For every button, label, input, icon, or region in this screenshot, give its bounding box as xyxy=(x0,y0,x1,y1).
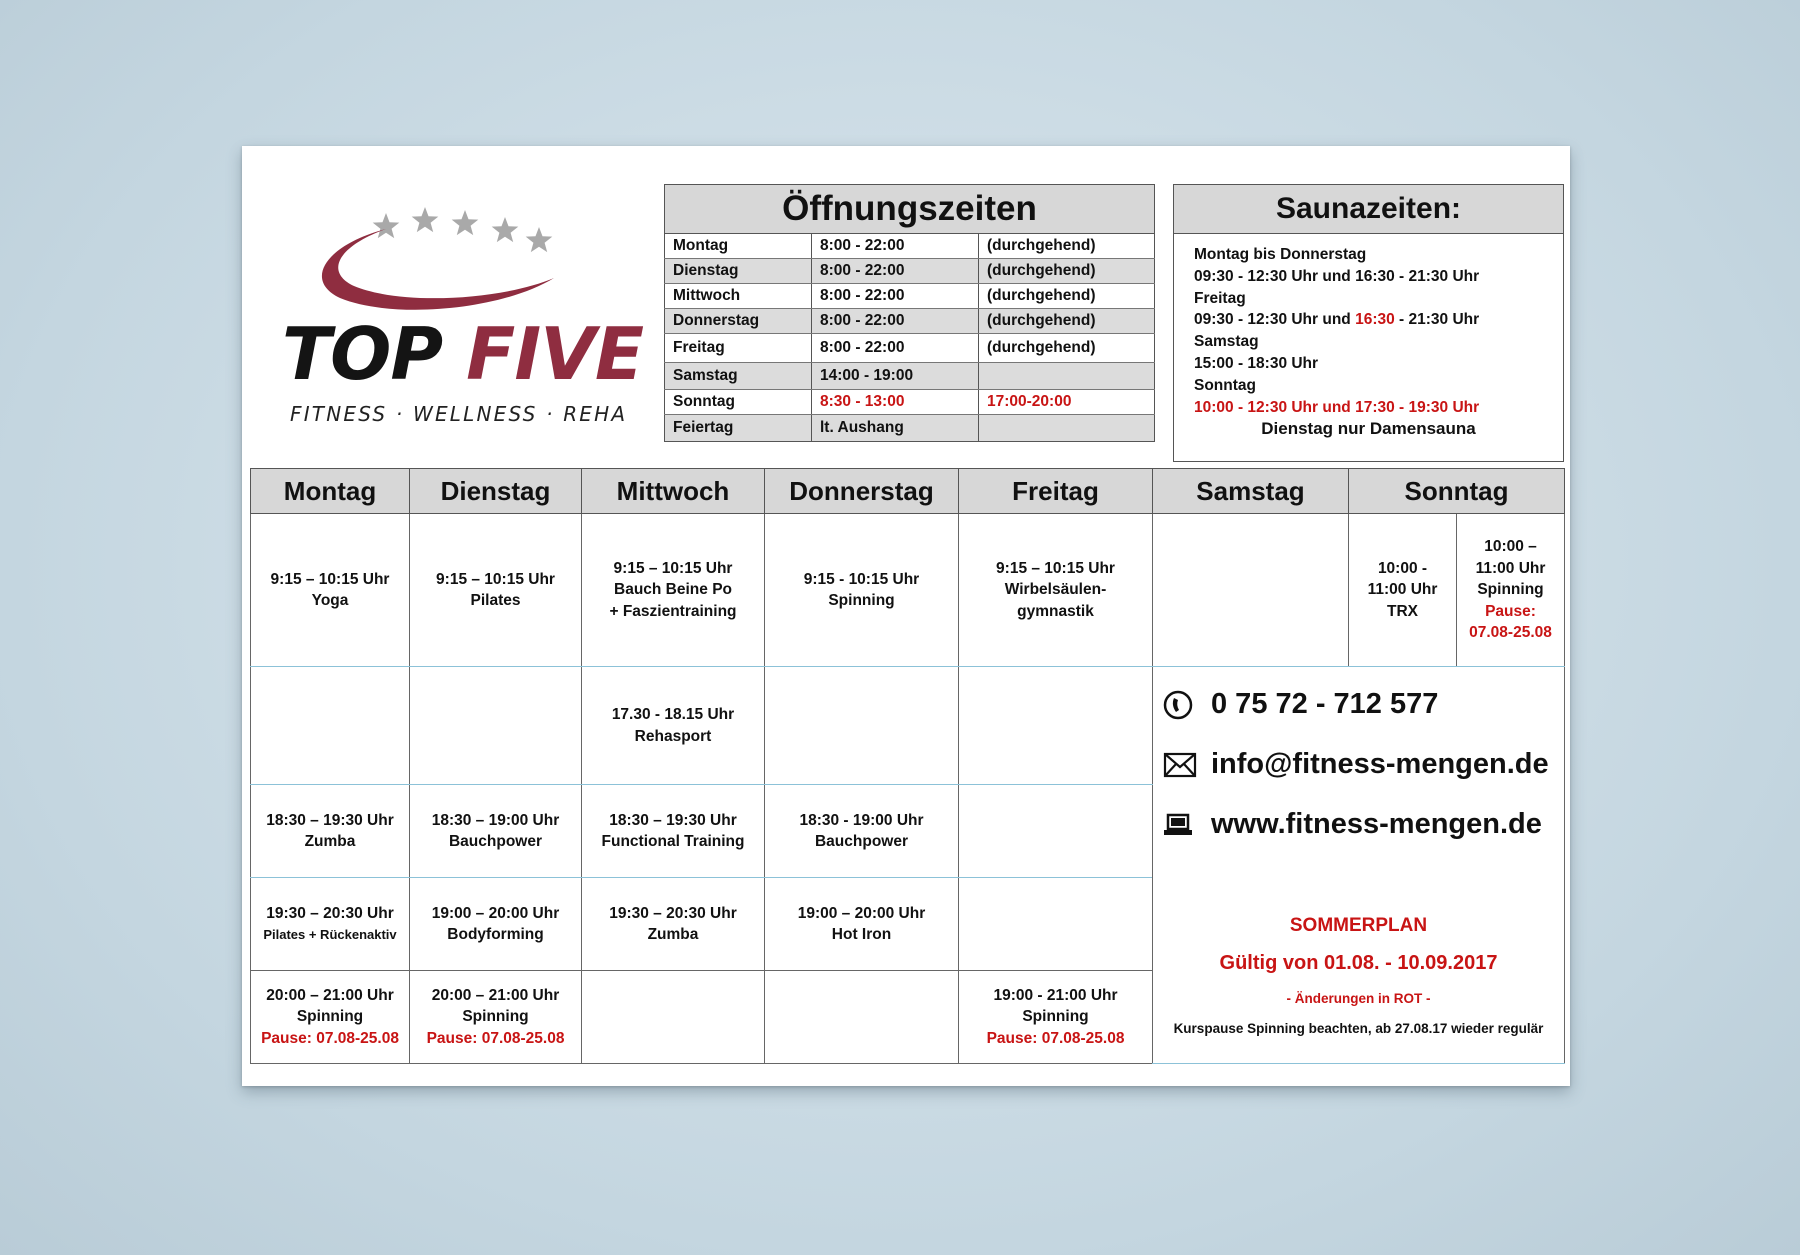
course-time: 19:00 – 20:00 Uhr xyxy=(797,904,926,922)
email-address[interactable]: info@fitness-mengen.de xyxy=(1211,748,1549,781)
opening-day: Feiertag xyxy=(665,415,812,442)
course-time: 19:30 – 20:30 Uhr xyxy=(266,904,394,922)
sauna-line: Montag bis Donnerstag xyxy=(1194,246,1367,263)
day-header: Montag xyxy=(251,469,410,514)
sauna-line: Samstag xyxy=(1194,333,1259,351)
email-line xyxy=(1153,735,1564,795)
opening-day: Sonntag xyxy=(665,390,812,415)
opening-time: lt. Aushang xyxy=(812,415,979,442)
schedule-row xyxy=(251,667,1565,785)
course-cell xyxy=(765,514,959,667)
course-time: 9:15 – 10:15 Uhr xyxy=(613,559,733,577)
opening-time: 8:00 - 22:00 xyxy=(812,334,979,363)
course-name: Functional Training xyxy=(601,833,745,850)
course-cell xyxy=(959,971,1153,1064)
course-name: Bauch Beine Po xyxy=(614,581,732,599)
opening-day: Donnerstag xyxy=(665,309,812,334)
sauna-line-part: 09:30 - 12:30 Uhr und xyxy=(1194,311,1356,329)
opening-row xyxy=(665,234,1155,259)
course-cell xyxy=(765,878,959,971)
day-header: Donnerstag xyxy=(765,469,959,514)
plan-validity: Gültig von 01.08. - 10.09.2017 xyxy=(1219,951,1498,974)
course-time: 9:15 - 10:15 Uhr xyxy=(803,570,920,588)
course-time: 20:00 – 21:00 Uhr xyxy=(431,986,560,1004)
star-icon xyxy=(492,217,519,242)
course-pause: Pause: 07.08-25.08 xyxy=(426,1029,565,1047)
course-name: + Faszientraining xyxy=(609,602,737,620)
course-name: Pilates + Rückenaktiv xyxy=(263,927,397,942)
course-time: 18:30 – 19:30 Uhr xyxy=(266,811,394,829)
laptop-icon xyxy=(1163,809,1203,841)
brand-name xyxy=(282,312,644,396)
opening-time: 14:00 - 19:00 xyxy=(812,363,979,390)
opening-note: (durchgehend) xyxy=(979,234,1155,259)
course-name: Spinning xyxy=(296,1008,364,1026)
course-cell-empty xyxy=(959,785,1153,878)
course-cell xyxy=(410,878,582,971)
course-name: Zumba xyxy=(304,833,356,850)
opening-note xyxy=(979,415,1155,442)
course-time: 9:15 – 10:15 Uhr xyxy=(270,570,390,588)
opening-row xyxy=(665,415,1155,442)
course-cell-empty xyxy=(959,878,1153,971)
course-time: 11:00 Uhr xyxy=(1367,581,1438,599)
course-cell xyxy=(410,514,582,667)
opening-row xyxy=(665,284,1155,309)
course-name: Bodyforming xyxy=(447,926,544,943)
phone-line xyxy=(1153,675,1564,735)
opening-note xyxy=(979,363,1155,390)
brand-tagline: FITNESS · WELLNESS · REHA xyxy=(290,402,628,426)
plan-title: SOMMERPLAN xyxy=(1289,915,1428,936)
sauna-line: 15:00 - 18:30 Uhr xyxy=(1194,354,1319,372)
web-line xyxy=(1153,795,1564,855)
day-header: Dienstag xyxy=(410,469,582,514)
contact-panel xyxy=(1153,667,1565,1064)
course-name: Pilates xyxy=(470,592,521,609)
sauna-hours-body xyxy=(1174,234,1563,440)
swoosh-icon xyxy=(322,229,554,310)
star-icon xyxy=(412,207,439,232)
opening-note: (durchgehend) xyxy=(979,309,1155,334)
opening-day: Mittwoch xyxy=(665,284,812,309)
opening-note: (durchgehend) xyxy=(979,334,1155,363)
course-cell xyxy=(959,514,1153,667)
course-time: 10:00 – xyxy=(1484,538,1537,556)
opening-time: 8:30 - 13:00 xyxy=(812,390,979,415)
course-time: 19:00 – 20:00 Uhr xyxy=(431,904,560,922)
course-cell-empty xyxy=(1153,514,1349,667)
opening-row xyxy=(665,259,1155,284)
course-name: Hot Iron xyxy=(831,926,892,943)
course-time: 17.30 - 18.15 Uhr xyxy=(611,706,735,723)
opening-hours-table xyxy=(664,184,1155,442)
opening-row xyxy=(665,309,1155,334)
course-cell xyxy=(251,785,410,878)
sauna-ladies-note: Dienstag nur Damensauna xyxy=(1261,419,1476,439)
course-time: 9:15 – 10:15 Uhr xyxy=(436,570,555,588)
course-cell-empty xyxy=(959,667,1153,785)
opening-day: Samstag xyxy=(665,363,812,390)
schedule-row xyxy=(251,514,1565,667)
course-cell xyxy=(251,514,410,667)
course-cell xyxy=(765,785,959,878)
website-url[interactable]: www.fitness-mengen.de xyxy=(1211,808,1542,841)
course-pause: Pause: xyxy=(1485,602,1536,620)
opening-time: 8:00 - 22:00 xyxy=(812,234,979,259)
sauna-changed-time: 16:30 xyxy=(1355,311,1395,329)
course-name: Zumba xyxy=(647,926,699,943)
day-header: Sonntag xyxy=(1349,469,1565,514)
brand-name-part1: TOP xyxy=(282,312,443,396)
star-icon xyxy=(452,210,479,235)
envelope-icon xyxy=(1163,749,1203,781)
course-cell xyxy=(1349,514,1457,667)
course-cell xyxy=(1457,514,1565,667)
course-cell xyxy=(251,878,410,971)
course-cell xyxy=(582,514,765,667)
course-name: Spinning xyxy=(462,1008,529,1026)
opening-day: Montag xyxy=(665,234,812,259)
opening-note: 17:00-20:00 xyxy=(979,390,1155,415)
day-header: Mittwoch xyxy=(582,469,765,514)
course-time: 11:00 Uhr xyxy=(1475,559,1546,577)
course-name: Yoga xyxy=(311,592,349,609)
sauna-hours-box xyxy=(1173,184,1564,462)
sauna-line: 09:30 - 12:30 Uhr und 16:30 - 21:30 Uhr xyxy=(1194,267,1480,285)
course-cell xyxy=(251,971,410,1064)
course-name: Bauchpower xyxy=(814,833,908,850)
sauna-line-part: - 21:30 Uhr xyxy=(1394,311,1480,329)
course-schedule-table xyxy=(250,468,1565,1064)
course-name: Bauchpower xyxy=(448,833,542,850)
course-cell-empty xyxy=(765,971,959,1064)
opening-time: 8:00 - 22:00 xyxy=(812,309,979,334)
course-time: 19:30 – 20:30 Uhr xyxy=(609,904,737,922)
course-time: 19:00 - 21:00 Uhr xyxy=(993,986,1118,1004)
day-header-row xyxy=(251,469,1565,514)
course-time: 18:30 – 19:00 Uhr xyxy=(431,811,560,829)
day-header: Freitag xyxy=(959,469,1153,514)
course-cell-empty xyxy=(582,971,765,1064)
opening-day: Dienstag xyxy=(665,259,812,284)
plan-changes-note: - Änderungen in ROT - xyxy=(1286,991,1431,1006)
plan-spinning-note: Kurspause Spinning beachten, ab 27.08.17 wieder regulär xyxy=(1173,1020,1544,1036)
opening-row xyxy=(665,334,1155,363)
schedule-sheet xyxy=(242,146,1570,1086)
summer-plan-notice xyxy=(1153,915,1564,1039)
course-time: 18:30 – 19:30 Uhr xyxy=(609,811,737,829)
course-name: gymnastik xyxy=(1017,602,1094,620)
course-time: 9:15 – 10:15 Uhr xyxy=(996,559,1115,577)
opening-note: (durchgehend) xyxy=(979,259,1155,284)
course-name: Rehasport xyxy=(634,727,712,745)
phone-number[interactable]: 0 75 72 - 712 577 xyxy=(1211,688,1439,721)
course-time: 18:30 - 19:00 Uhr xyxy=(799,811,924,829)
star-icon xyxy=(373,213,400,238)
course-cell xyxy=(582,878,765,971)
opening-row xyxy=(665,363,1155,390)
course-cell-empty xyxy=(251,667,410,785)
course-pause: Pause: 07.08-25.08 xyxy=(986,1029,1125,1047)
sauna-line: 10:00 - 12:30 Uhr und 17:30 - 19:30 Uhr xyxy=(1194,398,1480,416)
opening-row xyxy=(665,390,1155,415)
sauna-line xyxy=(1194,309,1543,331)
sauna-line: Sonntag xyxy=(1194,376,1256,394)
course-pause: 07.08-25.08 xyxy=(1469,624,1552,642)
course-pause: Pause: 07.08-25.08 xyxy=(261,1029,399,1047)
day-header: Samstag xyxy=(1153,469,1349,514)
opening-note: (durchgehend) xyxy=(979,284,1155,309)
course-name: Spinning xyxy=(828,592,895,609)
brand-name-part2: FIVE xyxy=(466,312,644,396)
star-icon xyxy=(526,227,553,252)
opening-hours-title: Öffnungszeiten xyxy=(665,185,1155,234)
phone-icon xyxy=(1163,689,1203,721)
course-cell xyxy=(582,785,765,878)
course-name: Spinning xyxy=(1477,581,1544,599)
sauna-hours-title: Saunazeiten: xyxy=(1174,185,1563,234)
course-name: Wirbelsäulen- xyxy=(1004,581,1107,599)
course-time: 20:00 – 21:00 Uhr xyxy=(266,986,394,1004)
sauna-line: Freitag xyxy=(1194,289,1246,307)
opening-day: Freitag xyxy=(665,334,812,363)
course-cell-empty xyxy=(765,667,959,785)
opening-time: 8:00 - 22:00 xyxy=(812,259,979,284)
course-cell xyxy=(410,971,582,1064)
course-cell-empty xyxy=(410,667,582,785)
course-cell xyxy=(582,667,765,785)
course-name: TRX xyxy=(1387,602,1418,620)
course-name: Spinning xyxy=(1022,1008,1089,1026)
opening-time: 8:00 - 22:00 xyxy=(812,284,979,309)
course-time: 10:00 - xyxy=(1377,559,1428,577)
course-cell xyxy=(410,785,582,878)
